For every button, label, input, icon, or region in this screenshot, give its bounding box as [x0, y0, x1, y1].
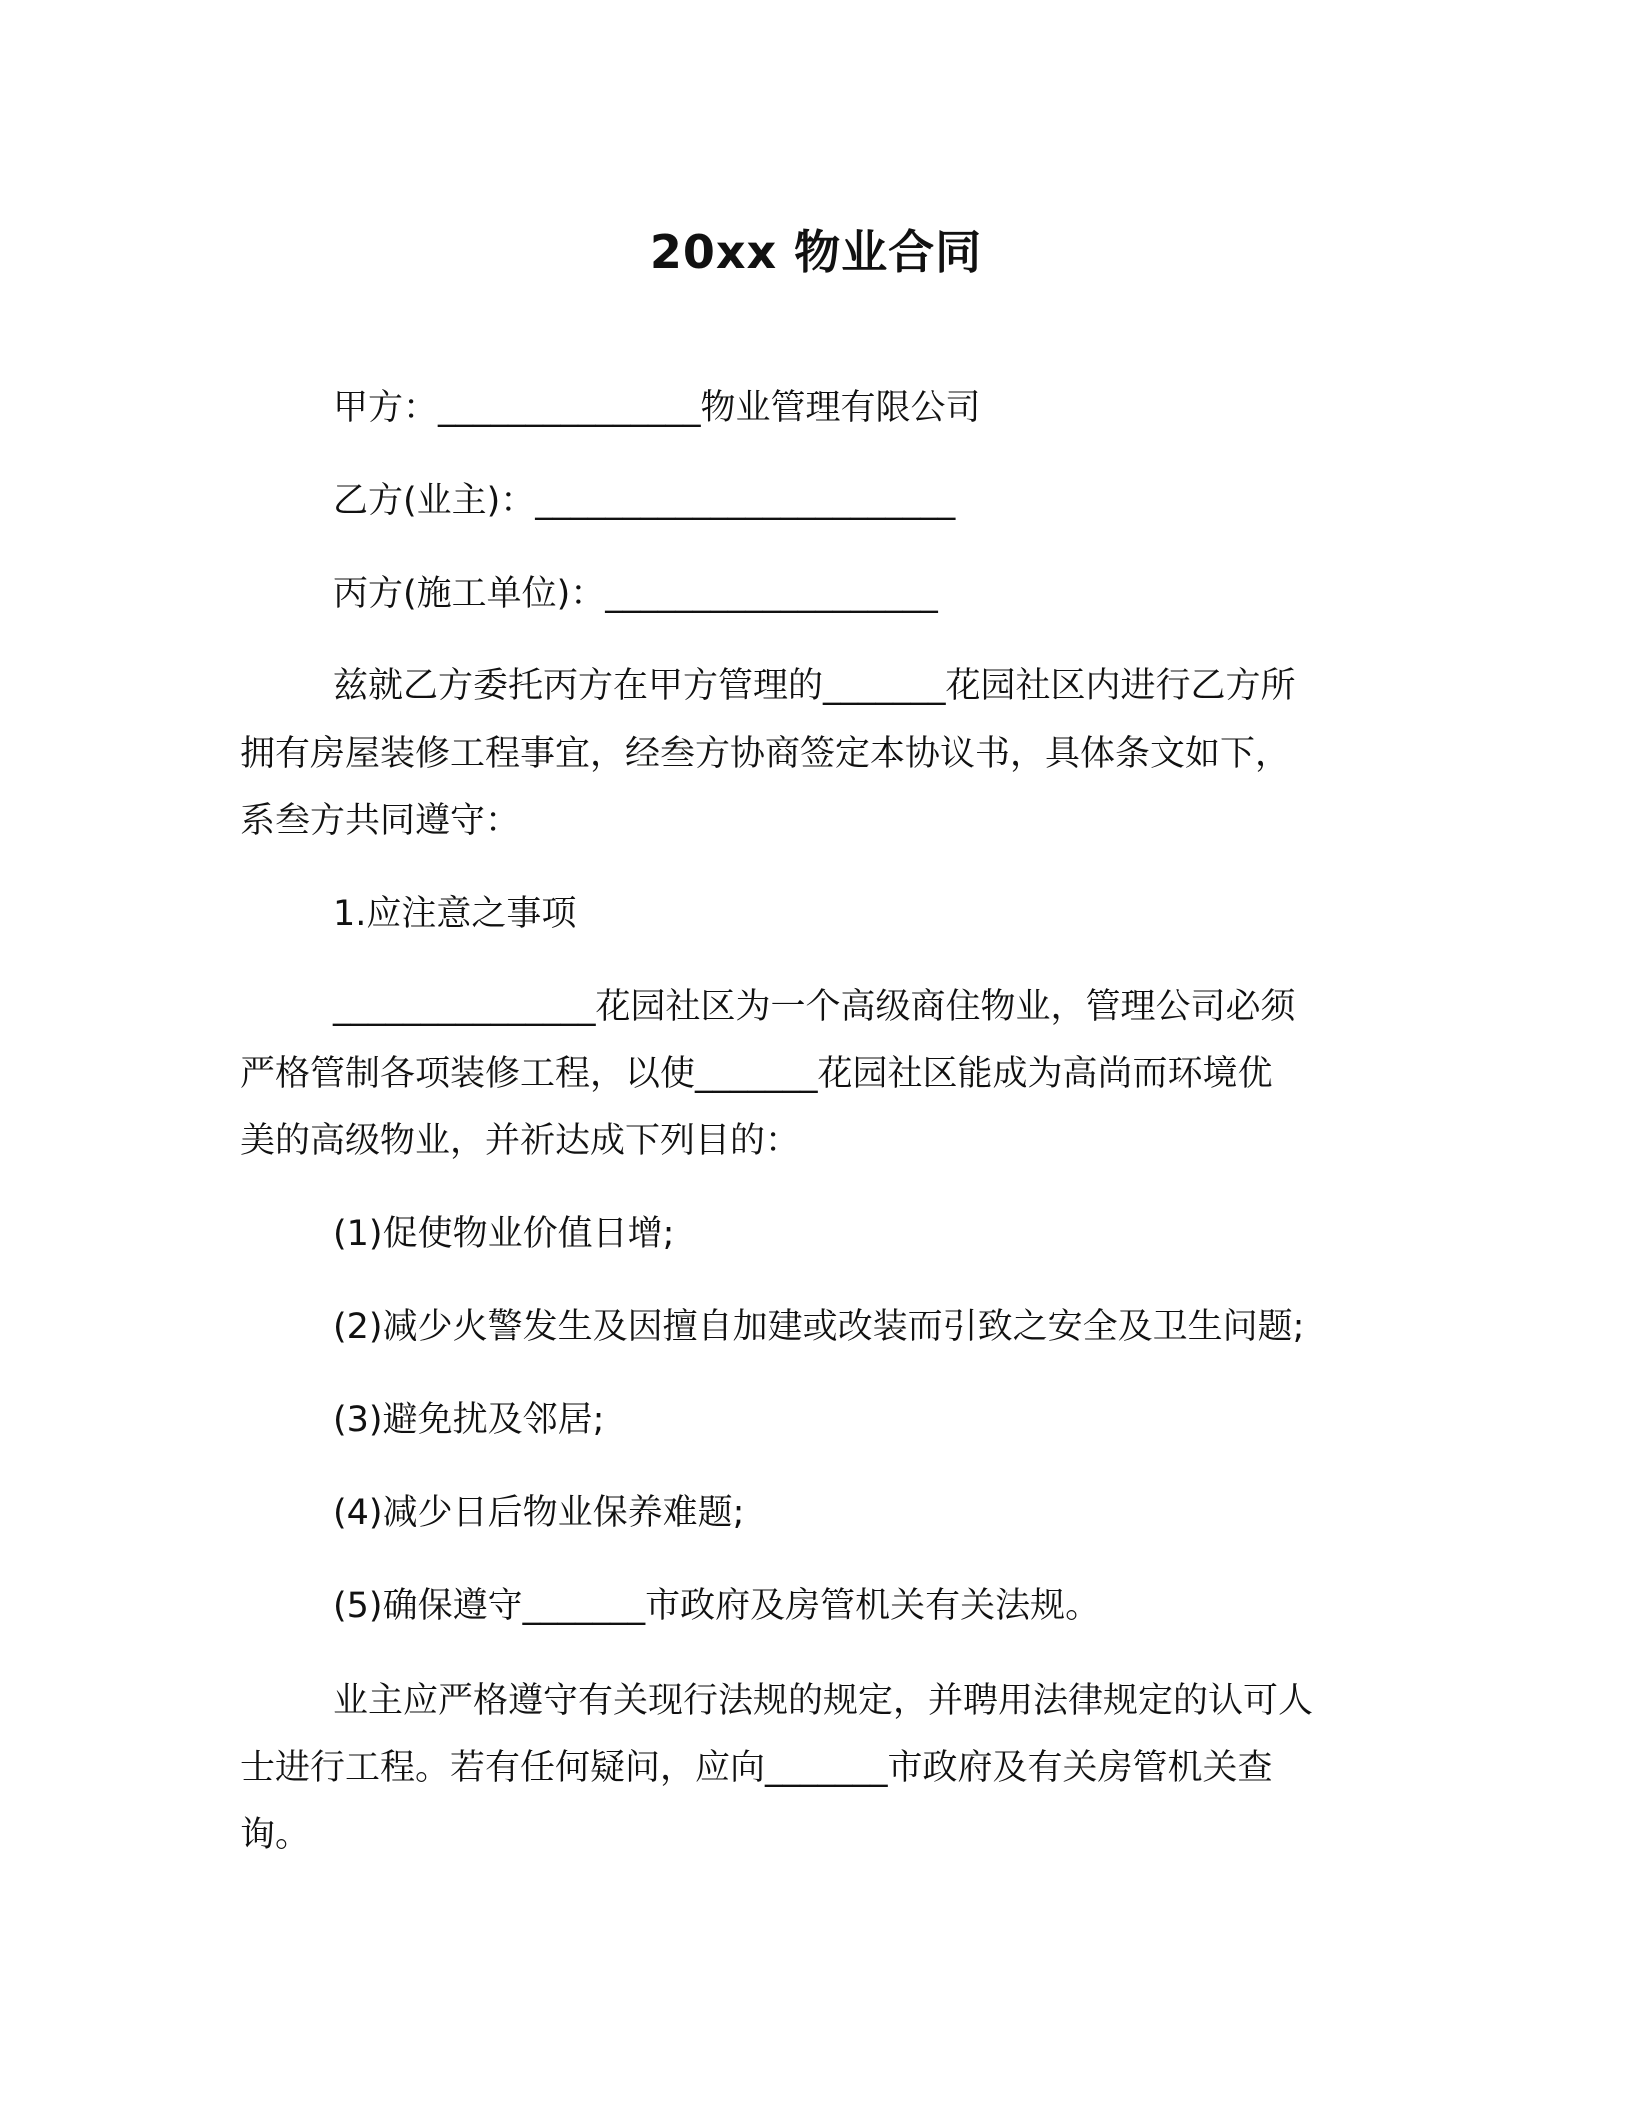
closing-line-1: 业主应严格遵守有关现行法规的规定，并聘用法律规定的认可人 — [333, 1681, 1314, 1721]
party-b-line: 乙方(业主)：________________________ — [333, 481, 956, 521]
section-1-line-1: _______________花园社区为一个高级商住物业，管理公司必须 — [333, 987, 1296, 1027]
purpose-item: (1)促使物业价值日增; — [333, 1214, 675, 1254]
intro-line-1: 兹就乙方委托丙方在甲方管理的_______花园社区内进行乙方所 — [333, 666, 1296, 706]
purpose-item: (3)避免扰及邻居; — [333, 1400, 605, 1440]
section-1-heading: 1.应注意之事项 — [333, 894, 577, 934]
party-c-line: 丙方(施工单位)：___________________ — [333, 574, 938, 614]
party-a-line: 甲方：_______________物业管理有限公司 — [333, 388, 981, 428]
intro-line-2: 拥有房屋装修工程事宜，经叁方协商签定本协议书，具体条文如下， — [240, 734, 1291, 774]
purpose-item: (2)减少火警发生及因擅自加建或改装而引致之安全及卫生问题; — [333, 1307, 1305, 1347]
intro-line-3: 系叁方共同遵守： — [240, 801, 521, 841]
purpose-item: (4)减少日后物业保养难题; — [333, 1493, 745, 1533]
section-1-line-2: 严格管制各项装修工程，以使_______花园社区能成为高尚而环境优 — [240, 1054, 1273, 1094]
document-title: 20xx 物业合同 — [649, 225, 983, 279]
section-1-line-3: 美的高级物业，并祈达成下列目的： — [240, 1121, 801, 1161]
purpose-item: (5)确保遵守_______市政府及房管机关有关法规。 — [333, 1586, 1101, 1626]
closing-line-2: 士进行工程。若有任何疑问，应向_______市政府及有关房管机关查 — [240, 1748, 1273, 1788]
closing-line-3: 询。 — [240, 1815, 311, 1855]
